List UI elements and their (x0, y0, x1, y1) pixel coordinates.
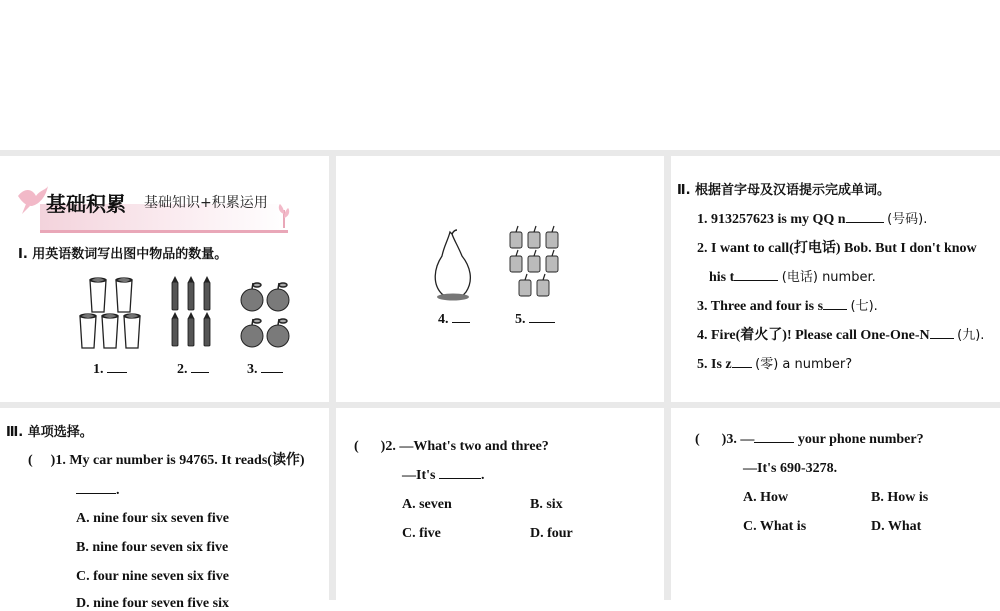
panel-multiple-choice-1 (0, 408, 329, 611)
item-4-label: 4. (438, 313, 470, 327)
apples-picture (240, 280, 292, 354)
mc3-option-b[interactable]: B. How is (871, 490, 929, 505)
phones-picture (508, 226, 564, 304)
mc-question-3-reply: —It's 690-3278. (743, 461, 838, 476)
section-heading-2: Ⅱ. 根据首字母及汉语提示完成单词。 (677, 183, 891, 198)
mc3-option-a[interactable]: A. How (743, 490, 789, 505)
question-5: 5. Is z (零) a number? (697, 357, 853, 372)
section-banner (16, 184, 292, 232)
panel-word-completion (671, 156, 1000, 402)
mc-question-2: ( )2. —What's two and three? (354, 439, 549, 454)
banner-subtitle: 基础知识+积累运用 (144, 195, 268, 211)
panel-multiple-choice-2 (336, 408, 664, 600)
panel-counting-pictures (0, 156, 329, 402)
mc-question-3: ( )3. — your phone number? (695, 432, 924, 447)
banner-title: 基础积累 (46, 192, 126, 216)
mc1-option-b[interactable]: B. nine four seven six five (76, 540, 229, 555)
mc1-option-a[interactable]: A. nine four six seven five (76, 511, 229, 526)
cups-picture (78, 276, 144, 352)
sprig-icon (276, 202, 292, 228)
mc1-option-c[interactable]: C. four nine seven six five (76, 569, 229, 584)
pear-picture (430, 230, 474, 302)
crayons-picture (168, 276, 218, 352)
item-2-label: 2. (177, 363, 209, 377)
question-4: 4. Fire(着火了)! Please call One-One-N (九). (697, 328, 985, 343)
mc3-option-c[interactable]: C. What is (743, 519, 807, 534)
question-1: 1. 913257623 is my QQ n (号码). (697, 212, 928, 227)
mc2-option-c[interactable]: C. five (402, 526, 441, 541)
mc-question-2-reply: —It's . (402, 468, 485, 483)
question-2: 2. I want to call(打电话) Bob. But I don't know (697, 241, 977, 256)
panel-multiple-choice-3 (671, 408, 1000, 600)
mc3-option-d[interactable]: D. What (871, 519, 922, 534)
mc-question-1-blank: . (76, 484, 120, 498)
item-5-label: 5. (515, 313, 555, 327)
section-heading-1: Ⅰ. 用英语数词写出图中物品的数量。 (18, 247, 228, 262)
item-1-label: 1. (93, 363, 127, 377)
item-3-label: 3. (247, 363, 283, 377)
question-2-cont: his t (电话) number. (709, 270, 876, 285)
worksheet-grid (0, 150, 1000, 611)
question-3: 3. Three and four is s (七). (697, 299, 878, 314)
mc1-option-d[interactable]: D. nine four seven five six (76, 596, 229, 611)
panel-counting-pictures-2 (336, 156, 664, 402)
mc2-option-d[interactable]: D. four (530, 526, 573, 541)
section-heading-3: Ⅲ. 单项选择。 (6, 425, 93, 440)
mc2-option-b[interactable]: B. six (530, 497, 563, 512)
mc2-option-a[interactable]: A. seven (402, 497, 452, 512)
mc-question-1: ( )1. My car number is 94765. It reads(读作) (28, 453, 305, 468)
